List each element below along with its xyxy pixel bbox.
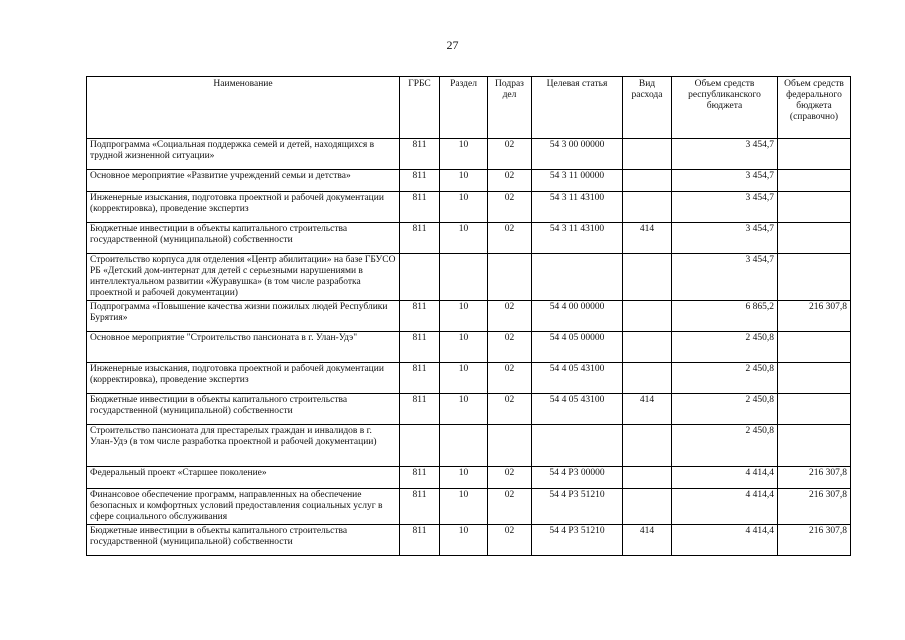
row-federal-budget xyxy=(778,394,851,425)
row-target-article: 54 4 P3 51210 xyxy=(532,489,623,525)
table-row xyxy=(87,332,851,363)
row-republic-budget: 4 414,4 xyxy=(672,467,778,489)
row-republic-budget: 3 454,7 xyxy=(672,254,778,301)
row-federal-budget: 216 307,8 xyxy=(778,467,851,489)
column-header-subsection: Подраз дел xyxy=(488,77,532,139)
row-section: 10 xyxy=(440,363,488,394)
row-subsection: 02 xyxy=(488,525,532,556)
row-republic-budget: 2 450,8 xyxy=(672,394,778,425)
row-target-article: 54 4 00 00000 xyxy=(532,301,623,332)
row-section: 10 xyxy=(440,394,488,425)
row-republic-budget: 3 454,7 xyxy=(672,139,778,170)
row-federal-budget xyxy=(778,223,851,254)
row-name: Основное мероприятие "Строительство пансионата в г. Улан-Удэ" xyxy=(87,332,400,363)
table-row xyxy=(87,394,851,425)
budget-table xyxy=(86,76,851,556)
row-grbs xyxy=(400,254,440,301)
row-republic-budget: 3 454,7 xyxy=(672,223,778,254)
row-section: 10 xyxy=(440,223,488,254)
column-header-section: Раздел xyxy=(440,77,488,139)
row-section: 10 xyxy=(440,525,488,556)
row-republic-budget: 2 450,8 xyxy=(672,332,778,363)
table-row xyxy=(87,525,851,556)
row-republic-budget: 2 450,8 xyxy=(672,363,778,394)
row-target-article: 54 3 00 00000 xyxy=(532,139,623,170)
row-section xyxy=(440,425,488,467)
row-target-article: 54 4 P3 00000 xyxy=(532,467,623,489)
row-subsection xyxy=(488,254,532,301)
row-grbs: 811 xyxy=(400,363,440,394)
row-subsection: 02 xyxy=(488,139,532,170)
row-federal-budget: 216 307,8 xyxy=(778,301,851,332)
table-row xyxy=(87,170,851,192)
row-federal-budget xyxy=(778,363,851,394)
row-subsection xyxy=(488,425,532,467)
table-row xyxy=(87,192,851,223)
row-grbs: 811 xyxy=(400,489,440,525)
table-row xyxy=(87,489,851,525)
row-name: Бюджетные инвестиции в объекты капитального строительства государственной (муниципальной) собственности xyxy=(87,394,400,425)
row-subsection: 02 xyxy=(488,363,532,394)
row-republic-budget: 3 454,7 xyxy=(672,192,778,223)
row-section: 10 xyxy=(440,192,488,223)
row-target-article: 54 4 05 43100 xyxy=(532,394,623,425)
row-grbs: 811 xyxy=(400,170,440,192)
column-header-name: Наименование xyxy=(87,77,400,139)
row-subsection: 02 xyxy=(488,223,532,254)
table-row xyxy=(87,254,851,301)
row-expense-type xyxy=(623,170,672,192)
row-expense-type xyxy=(623,301,672,332)
column-header-grbs: ГРБС xyxy=(400,77,440,139)
row-name: Подпрограмма «Повышение качества жизни пожилых людей Республики Бурятия» xyxy=(87,301,400,332)
column-header-target-article: Целевая статья xyxy=(532,77,623,139)
row-grbs: 811 xyxy=(400,192,440,223)
table-row xyxy=(87,467,851,489)
row-subsection: 02 xyxy=(488,192,532,223)
row-target-article xyxy=(532,425,623,467)
row-name: Инженерные изыскания, подготовка проектной и рабочей документации (корректировка), проведение экспертиз xyxy=(87,363,400,394)
row-target-article xyxy=(532,254,623,301)
column-header-republic-budget: Объем средств республиканского бюджета xyxy=(672,77,778,139)
row-expense-type xyxy=(623,254,672,301)
table-row xyxy=(87,223,851,254)
row-grbs: 811 xyxy=(400,394,440,425)
row-section: 10 xyxy=(440,301,488,332)
row-expense-type xyxy=(623,332,672,363)
row-grbs: 811 xyxy=(400,223,440,254)
row-expense-type xyxy=(623,139,672,170)
row-expense-type xyxy=(623,467,672,489)
row-subsection: 02 xyxy=(488,301,532,332)
row-republic-budget: 6 865,2 xyxy=(672,301,778,332)
row-republic-budget: 4 414,4 xyxy=(672,489,778,525)
row-target-article: 54 3 11 00000 xyxy=(532,170,623,192)
table-row xyxy=(87,363,851,394)
row-target-article: 54 4 05 00000 xyxy=(532,332,623,363)
row-target-article: 54 3 11 43100 xyxy=(532,192,623,223)
row-federal-budget: 216 307,8 xyxy=(778,525,851,556)
row-expense-type xyxy=(623,425,672,467)
column-header-expense-type: Вид расхода xyxy=(623,77,672,139)
row-subsection: 02 xyxy=(488,332,532,363)
row-name: Бюджетные инвестиции в объекты капитального строительства государственной (муниципальной) собственности xyxy=(87,223,400,254)
row-grbs: 811 xyxy=(400,467,440,489)
row-section xyxy=(440,254,488,301)
row-republic-budget: 2 450,8 xyxy=(672,425,778,467)
row-expense-type: 414 xyxy=(623,394,672,425)
row-republic-budget: 3 454,7 xyxy=(672,170,778,192)
row-target-article: 54 4 05 43100 xyxy=(532,363,623,394)
row-subsection: 02 xyxy=(488,489,532,525)
row-target-article: 54 3 11 43100 xyxy=(532,223,623,254)
row-grbs: 811 xyxy=(400,332,440,363)
row-target-article: 54 4 P3 51210 xyxy=(532,525,623,556)
row-federal-budget xyxy=(778,332,851,363)
row-expense-type xyxy=(623,363,672,394)
row-name: Основное мероприятие «Развитие учреждений семьи и детства» xyxy=(87,170,400,192)
table-row xyxy=(87,425,851,467)
row-republic-budget: 4 414,4 xyxy=(672,525,778,556)
row-expense-type: 414 xyxy=(623,223,672,254)
table-row xyxy=(87,301,851,332)
row-section: 10 xyxy=(440,139,488,170)
row-section: 10 xyxy=(440,467,488,489)
row-subsection: 02 xyxy=(488,170,532,192)
row-grbs xyxy=(400,425,440,467)
row-section: 10 xyxy=(440,332,488,363)
row-name: Подпрограмма «Социальная поддержка семей и детей, находящихся в трудной жизненной ситуации» xyxy=(87,139,400,170)
row-expense-type xyxy=(623,489,672,525)
row-expense-type: 414 xyxy=(623,525,672,556)
row-name: Бюджетные инвестиции в объекты капитального строительства государственной (муниципальной) собственности xyxy=(87,525,400,556)
row-grbs: 811 xyxy=(400,301,440,332)
row-expense-type xyxy=(623,192,672,223)
table-row xyxy=(87,139,851,170)
row-federal-budget xyxy=(778,170,851,192)
row-name: Финансовое обеспечение программ, направленных на обеспечение безопасных и комфортных условий предоставления социальных услуг в сфере социального обслуживания xyxy=(87,489,400,525)
row-name: Федеральный проект «Старшее поколение» xyxy=(87,467,400,489)
row-federal-budget xyxy=(778,425,851,467)
row-name: Строительство корпуса для отделения «Центр абилитации» на базе ГБУСО РБ «Детский дом-интернат для детей с серьезными нарушениями в интеллектуальном развитии «Журавушка» (в том числе разработка проектной и рабочей документации) xyxy=(87,254,400,301)
row-federal-budget xyxy=(778,192,851,223)
row-grbs: 811 xyxy=(400,525,440,556)
column-header-federal-budget: Объем средств федерального бюджета (справочно) xyxy=(778,77,851,139)
row-name: Инженерные изыскания, подготовка проектной и рабочей документации (корректировка), проведение экспертиз xyxy=(87,192,400,223)
row-federal-budget xyxy=(778,254,851,301)
row-subsection: 02 xyxy=(488,394,532,425)
row-section: 10 xyxy=(440,489,488,525)
row-grbs: 811 xyxy=(400,139,440,170)
page-number: 27 xyxy=(446,38,459,52)
row-name: Строительство пансионата для престарелых граждан и инвалидов в г. Улан-Удэ (в том числе разработка проектной и рабочей документации) xyxy=(87,425,400,467)
row-subsection: 02 xyxy=(488,467,532,489)
row-section: 10 xyxy=(440,170,488,192)
header-row xyxy=(87,77,851,139)
row-federal-budget: 216 307,8 xyxy=(778,489,851,525)
row-federal-budget xyxy=(778,139,851,170)
